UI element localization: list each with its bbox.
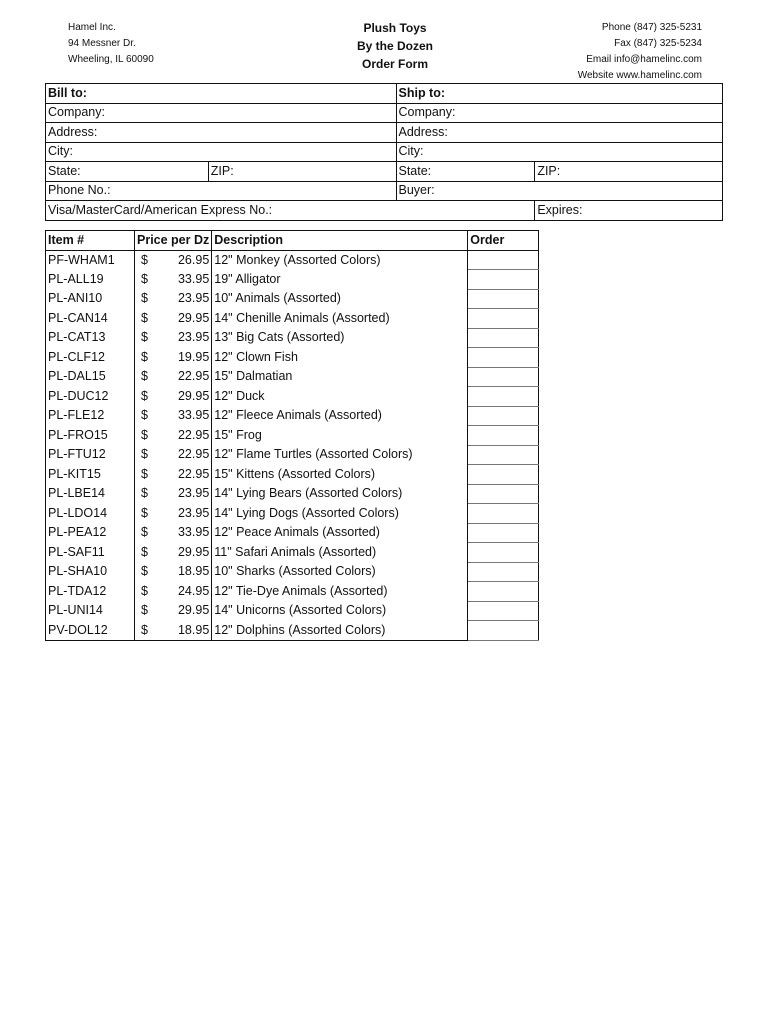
item-description: 15" Kittens (Assorted Colors): [212, 465, 468, 485]
item-price: [135, 426, 212, 446]
header-description: Description: [212, 231, 468, 251]
item-order-input[interactable]: [468, 445, 539, 465]
item-price: [135, 270, 212, 290]
table-row: [46, 309, 539, 329]
item-price-value: 33.95: [177, 271, 210, 286]
header-price: Price per Dz: [135, 231, 212, 251]
item-order-input[interactable]: [468, 582, 539, 602]
item-sku: PL-FTU12: [46, 445, 135, 465]
item-order-input[interactable]: [468, 406, 539, 426]
item-price-value: 29.95: [177, 544, 210, 559]
table-row: [46, 250, 539, 270]
currency-symbol: $: [141, 603, 148, 618]
item-price: [135, 309, 212, 329]
currency-symbol: $: [141, 388, 148, 403]
currency-symbol: $: [141, 408, 148, 423]
contact-phone: Phone (847) 325-5231: [601, 22, 702, 33]
item-order-input[interactable]: [468, 289, 539, 309]
contact-fax: Fax (847) 325-5234: [614, 38, 702, 49]
currency-symbol: $: [141, 330, 148, 345]
table-row: [46, 270, 539, 290]
item-price: [135, 250, 212, 270]
item-price: [135, 406, 212, 426]
bill-company-field[interactable]: Company:: [46, 103, 397, 123]
table-row: [46, 543, 539, 563]
item-price-value: 29.95: [177, 310, 210, 325]
company-address-line1: 94 Messner Dr.: [68, 38, 136, 49]
table-row: [46, 387, 539, 407]
item-description: 14" Lying Bears (Assorted Colors): [212, 484, 468, 504]
item-description: 12" Dolphins (Assorted Colors): [212, 621, 468, 641]
item-price-value: 29.95: [177, 603, 210, 618]
company-address-line2: Wheeling, IL 60090: [68, 54, 154, 65]
item-order-input[interactable]: [468, 621, 539, 641]
item-sku: PL-CLF12: [46, 348, 135, 368]
item-price: [135, 289, 212, 309]
item-price: [135, 484, 212, 504]
item-sku: PL-ANI10: [46, 289, 135, 309]
table-row: [46, 582, 539, 602]
item-sku: PL-FRO15: [46, 426, 135, 446]
item-price: [135, 348, 212, 368]
item-sku: PL-CAN14: [46, 309, 135, 329]
item-order-input[interactable]: [468, 309, 539, 329]
currency-symbol: $: [141, 349, 148, 364]
bill-address-field[interactable]: Address:: [46, 123, 397, 143]
item-sku: PL-CAT13: [46, 328, 135, 348]
currency-symbol: $: [141, 447, 148, 462]
item-description: 14" Chenille Animals (Assorted): [212, 309, 468, 329]
ship-state-field[interactable]: State:: [396, 162, 535, 182]
item-order-input[interactable]: [468, 387, 539, 407]
table-row: [46, 621, 539, 641]
item-price: [135, 543, 212, 563]
table-row: [46, 328, 539, 348]
currency-symbol: $: [141, 564, 148, 579]
contact-email: Email info@hamelinc.com: [586, 54, 702, 65]
table-row: [46, 348, 539, 368]
currency-symbol: $: [141, 486, 148, 501]
table-row: [46, 562, 539, 582]
item-price: [135, 562, 212, 582]
company-name: Hamel Inc.: [68, 22, 116, 33]
currency-symbol: $: [141, 369, 148, 384]
item-price-value: 23.95: [177, 330, 210, 345]
item-order-input[interactable]: [468, 270, 539, 290]
ship-zip-field[interactable]: ZIP:: [535, 162, 723, 182]
item-price-value: 33.95: [177, 408, 210, 423]
header-item: Item #: [46, 231, 135, 251]
item-order-input[interactable]: [468, 504, 539, 524]
item-order-input[interactable]: [468, 484, 539, 504]
item-order-input[interactable]: [468, 562, 539, 582]
item-price-value: 22.95: [177, 466, 210, 481]
item-price: [135, 523, 212, 543]
bill-state-field[interactable]: State:: [46, 162, 209, 182]
item-order-input[interactable]: [468, 328, 539, 348]
ship-company-field[interactable]: Company:: [396, 103, 723, 123]
currency-symbol: $: [141, 525, 148, 540]
item-description: 12" Tie-Dye Animals (Assorted): [212, 582, 468, 602]
bill-ship-section: [45, 83, 723, 221]
ship-to-heading: Ship to:: [396, 84, 723, 104]
currency-symbol: $: [141, 310, 148, 325]
item-sku: PL-UNI14: [46, 601, 135, 621]
item-order-input[interactable]: [468, 426, 539, 446]
currency-symbol: $: [141, 505, 148, 520]
currency-symbol: $: [141, 544, 148, 559]
contact-website: Website www.hamelinc.com: [577, 70, 702, 81]
table-row: [46, 406, 539, 426]
ship-address-field[interactable]: Address:: [396, 123, 723, 143]
item-price-value: 26.95: [177, 252, 210, 267]
item-sku: PL-SHA10: [46, 562, 135, 582]
contact-info: [578, 20, 702, 84]
item-description: 10" Animals (Assorted): [212, 289, 468, 309]
title-line-3: Order Form: [361, 57, 428, 71]
table-row: [46, 523, 539, 543]
item-price-value: 33.95: [177, 525, 210, 540]
item-price-value: 29.95: [177, 388, 210, 403]
table-row: [46, 465, 539, 485]
item-sku: PL-LBE14: [46, 484, 135, 504]
item-description: 10" Sharks (Assorted Colors): [212, 562, 468, 582]
bill-city-field[interactable]: City:: [46, 142, 397, 162]
item-description: 15" Frog: [212, 426, 468, 446]
item-price-value: 24.95: [177, 583, 210, 598]
item-description: 12" Duck: [212, 387, 468, 407]
item-sku: PL-SAF11: [46, 543, 135, 563]
item-order-input[interactable]: [468, 523, 539, 543]
item-sku: PV-DOL12: [46, 621, 135, 641]
item-price-value: 22.95: [177, 427, 210, 442]
ship-buyer-field[interactable]: Buyer:: [396, 181, 723, 201]
items-table: [45, 230, 539, 641]
item-sku: PL-ALL19: [46, 270, 135, 290]
item-sku: PL-TDA12: [46, 582, 135, 602]
table-row: [46, 504, 539, 524]
item-description: 13" Big Cats (Assorted): [212, 328, 468, 348]
item-order-input[interactable]: [468, 348, 539, 368]
bill-phone-field[interactable]: Phone No.:: [46, 181, 397, 201]
item-sku: PL-FLE12: [46, 406, 135, 426]
item-price-value: 22.95: [177, 447, 210, 462]
item-price-value: 23.95: [177, 486, 210, 501]
table-row: [46, 426, 539, 446]
currency-symbol: $: [141, 466, 148, 481]
table-row: [46, 601, 539, 621]
table-row: [46, 289, 539, 309]
item-order-input[interactable]: [468, 465, 539, 485]
item-description: 14" Lying Dogs (Assorted Colors): [212, 504, 468, 524]
item-description: 12" Peace Animals (Assorted): [212, 523, 468, 543]
item-price: [135, 601, 212, 621]
item-price: [135, 504, 212, 524]
item-price-value: 18.95: [177, 622, 210, 637]
item-sku: PL-DAL15: [46, 367, 135, 387]
item-description: 11" Safari Animals (Assorted): [212, 543, 468, 563]
item-sku: PL-DUC12: [46, 387, 135, 407]
currency-symbol: $: [141, 252, 148, 267]
currency-symbol: $: [141, 622, 148, 637]
item-price-value: 18.95: [177, 564, 210, 579]
card-expires-field[interactable]: Expires:: [535, 201, 723, 221]
item-order-input[interactable]: [468, 601, 539, 621]
item-sku: PL-KIT15: [46, 465, 135, 485]
item-description: 15" Dalmatian: [212, 367, 468, 387]
currency-symbol: $: [141, 291, 148, 306]
item-description: 12" Fleece Animals (Assorted): [212, 406, 468, 426]
table-row: [46, 367, 539, 387]
item-sku: PF-WHAM1: [46, 250, 135, 270]
item-price: [135, 465, 212, 485]
item-sku: PL-LDO14: [46, 504, 135, 524]
table-row: [46, 445, 539, 465]
card-number-field[interactable]: Visa/MasterCard/American Express No.:: [46, 201, 535, 221]
bill-zip-field[interactable]: ZIP:: [208, 162, 396, 182]
item-order-input[interactable]: [468, 250, 539, 270]
item-description: 19" Alligator: [212, 270, 468, 290]
item-price-value: 23.95: [177, 505, 210, 520]
item-price-value: 22.95: [177, 369, 210, 384]
header-order: Order: [468, 231, 539, 251]
item-sku: PL-PEA12: [46, 523, 135, 543]
item-order-input[interactable]: [468, 543, 539, 563]
item-price-value: 19.95: [177, 349, 210, 364]
item-price: [135, 621, 212, 641]
ship-city-field[interactable]: City:: [396, 142, 723, 162]
item-price-value: 23.95: [177, 291, 210, 306]
table-row: [46, 484, 539, 504]
item-price: [135, 387, 212, 407]
items-table-header: [46, 231, 539, 251]
title-line-2: By the Dozen: [356, 39, 433, 53]
item-description: 12" Monkey (Assorted Colors): [212, 250, 468, 270]
item-price: [135, 445, 212, 465]
form-title: [300, 19, 490, 73]
item-price: [135, 367, 212, 387]
item-description: 12" Flame Turtles (Assorted Colors): [212, 445, 468, 465]
title-line-1: Plush Toys: [363, 21, 427, 35]
item-description: 12" Clown Fish: [212, 348, 468, 368]
item-price: [135, 582, 212, 602]
item-description: 14" Unicorns (Assorted Colors): [212, 601, 468, 621]
currency-symbol: $: [141, 271, 148, 286]
item-order-input[interactable]: [468, 367, 539, 387]
currency-symbol: $: [141, 427, 148, 442]
currency-symbol: $: [141, 583, 148, 598]
company-info: [68, 20, 154, 68]
item-price: [135, 328, 212, 348]
bill-to-heading: Bill to:: [46, 84, 397, 104]
